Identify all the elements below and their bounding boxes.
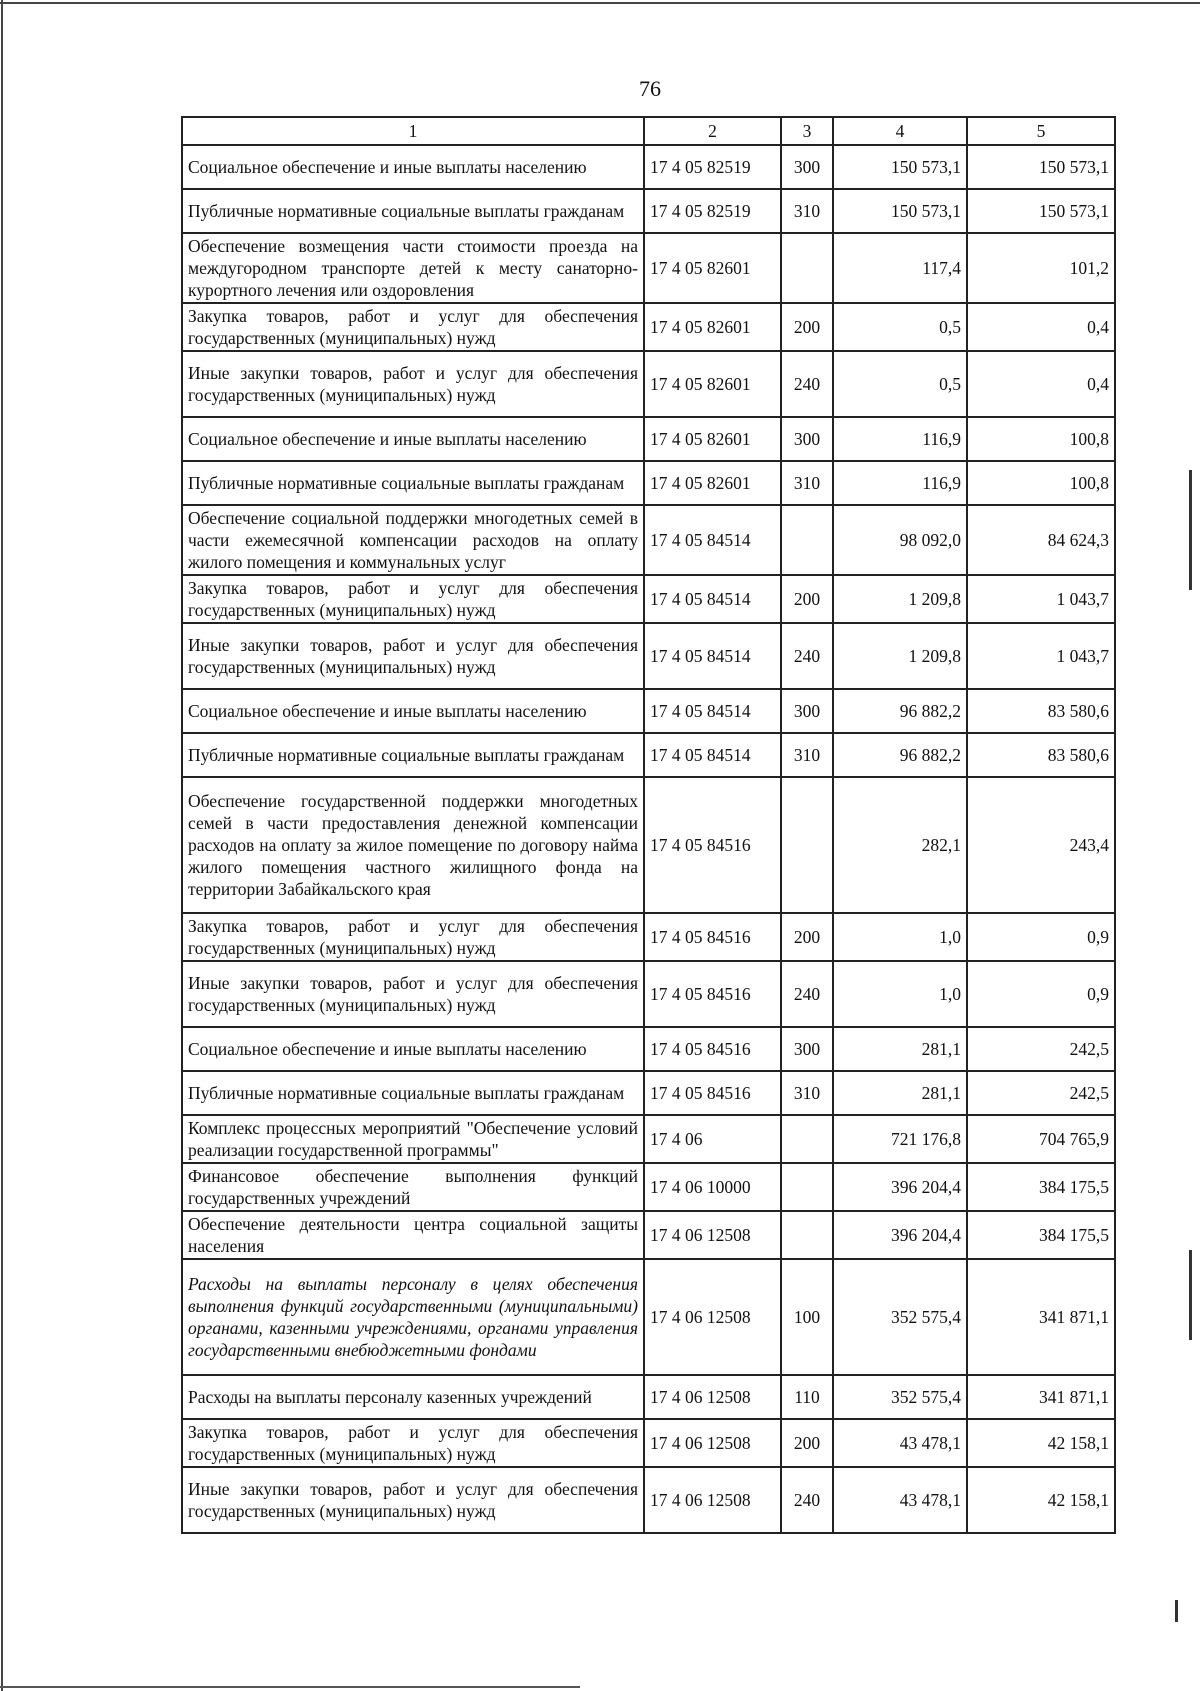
row-value-col5-cell: 1 043,7 <box>967 575 1115 623</box>
row-name-cell: Комплекс процессных мероприятий "Обеспечение условий реализации государственной программы" <box>182 1115 644 1163</box>
row-value-col5-cell: 42 158,1 <box>967 1467 1115 1533</box>
row-code-cell: 17 4 05 82601 <box>644 461 781 505</box>
row-code-cell: 17 4 05 84516 <box>644 777 781 913</box>
row-name-cell: Закупка товаров, работ и услуг для обеспечения государственных (муниципальных) нужд <box>182 913 644 961</box>
row-code-cell: 17 4 06 12508 <box>644 1211 781 1259</box>
table-row <box>182 505 1115 575</box>
row-value-col4-cell: 1 209,8 <box>833 575 967 623</box>
row-value-col4-cell: 396 204,4 <box>833 1211 967 1259</box>
row-type-cell: 310 <box>781 461 833 505</box>
row-name-cell: Иные закупки товаров, работ и услуг для обеспечения государственных (муниципальных) нужд <box>182 961 644 1027</box>
row-type-cell: 300 <box>781 417 833 461</box>
row-value-col5-cell: 0,4 <box>967 303 1115 351</box>
table-row <box>182 1027 1115 1071</box>
table-row <box>182 961 1115 1027</box>
table-row <box>182 1419 1115 1467</box>
row-code-cell: 17 4 05 84514 <box>644 623 781 689</box>
row-type-cell: 240 <box>781 623 833 689</box>
row-type-cell: 200 <box>781 575 833 623</box>
table-row <box>182 189 1115 233</box>
row-value-col5-cell: 42 158,1 <box>967 1419 1115 1467</box>
row-code-cell: 17 4 06 12508 <box>644 1375 781 1419</box>
row-type-cell: 310 <box>781 733 833 777</box>
row-type-cell: 240 <box>781 1467 833 1533</box>
row-type-cell: 110 <box>781 1375 833 1419</box>
row-name-cell: Публичные нормативные социальные выплаты гражданам <box>182 461 644 505</box>
row-name-cell: Обеспечение возмещения части стоимости проезда на междугородном транспорте детей к месту санаторно-курортного лечения или оздоровления <box>182 233 644 303</box>
row-value-col4-cell: 1,0 <box>833 961 967 1027</box>
row-code-cell: 17 4 05 84516 <box>644 913 781 961</box>
row-value-col5-cell: 150 573,1 <box>967 145 1115 189</box>
table-row <box>182 303 1115 351</box>
table-row <box>182 145 1115 189</box>
table-row <box>182 1211 1115 1259</box>
row-value-col4-cell: 721 176,8 <box>833 1115 967 1163</box>
table-row <box>182 733 1115 777</box>
row-name-cell: Закупка товаров, работ и услуг для обеспечения государственных (муниципальных) нужд <box>182 1419 644 1467</box>
row-code-cell: 17 4 05 82601 <box>644 303 781 351</box>
row-value-col4-cell: 43 478,1 <box>833 1419 967 1467</box>
table-row <box>182 1115 1115 1163</box>
row-value-col5-cell: 704 765,9 <box>967 1115 1115 1163</box>
row-value-col4-cell: 281,1 <box>833 1027 967 1071</box>
row-value-col4-cell: 98 092,0 <box>833 505 967 575</box>
table-row <box>182 777 1115 913</box>
row-value-col5-cell: 0,9 <box>967 961 1115 1027</box>
row-value-col4-cell: 281,1 <box>833 1071 967 1115</box>
row-name-cell: Социальное обеспечение и иные выплаты населению <box>182 689 644 733</box>
row-type-cell <box>781 1115 833 1163</box>
table-row <box>182 1259 1115 1375</box>
row-type-cell: 200 <box>781 1419 833 1467</box>
table-row <box>182 233 1115 303</box>
row-value-col5-cell: 242,5 <box>967 1027 1115 1071</box>
row-type-cell: 310 <box>781 1071 833 1115</box>
row-name-cell: Расходы на выплаты персоналу в целях обеспечения выполнения функций государственными (муниципальными) органами, казенными учреждениями, органами управления государственными внебюджетными фондами <box>182 1259 644 1375</box>
row-type-cell <box>781 1211 833 1259</box>
row-value-col5-cell: 100,8 <box>967 461 1115 505</box>
row-code-cell: 17 4 05 84514 <box>644 733 781 777</box>
row-code-cell: 17 4 05 84516 <box>644 1027 781 1071</box>
row-name-cell: Социальное обеспечение и иные выплаты населению <box>182 417 644 461</box>
row-value-col5-cell: 0,9 <box>967 913 1115 961</box>
row-name-cell: Обеспечение деятельности центра социальной защиты населения <box>182 1211 644 1259</box>
table-header-row <box>182 117 1115 145</box>
row-value-col4-cell: 0,5 <box>833 303 967 351</box>
row-value-col5-cell: 341 871,1 <box>967 1259 1115 1375</box>
row-code-cell: 17 4 05 84514 <box>644 575 781 623</box>
row-name-cell: Закупка товаров, работ и услуг для обеспечения государственных (муниципальных) нужд <box>182 303 644 351</box>
column-header-1: 1 <box>182 117 644 145</box>
row-value-col4-cell: 1 209,8 <box>833 623 967 689</box>
row-value-col5-cell: 341 871,1 <box>967 1375 1115 1419</box>
scan-left-edge <box>1 0 3 1691</box>
row-name-cell: Иные закупки товаров, работ и услуг для обеспечения государственных (муниципальных) нужд <box>182 351 644 417</box>
table-body <box>182 145 1115 1533</box>
row-value-col4-cell: 150 573,1 <box>833 145 967 189</box>
row-value-col4-cell: 150 573,1 <box>833 189 967 233</box>
row-name-cell: Финансовое обеспечение выполнения функций государственных учреждений <box>182 1163 644 1211</box>
row-code-cell: 17 4 05 82601 <box>644 351 781 417</box>
row-code-cell: 17 4 05 84516 <box>644 1071 781 1115</box>
row-name-cell: Иные закупки товаров, работ и услуг для обеспечения государственных (муниципальных) нужд <box>182 1467 644 1533</box>
table-row <box>182 575 1115 623</box>
row-type-cell <box>781 233 833 303</box>
scan-artifact <box>1189 1250 1192 1340</box>
row-type-cell: 300 <box>781 1027 833 1071</box>
row-name-cell: Обеспечение социальной поддержки многодетных семей в части ежемесячной компенсации расходов на оплату жилого помещения и коммунальных услуг <box>182 505 644 575</box>
table-row <box>182 913 1115 961</box>
scan-top-edge <box>0 2 1200 4</box>
row-code-cell: 17 4 05 82519 <box>644 145 781 189</box>
row-code-cell: 17 4 06 12508 <box>644 1259 781 1375</box>
row-value-col5-cell: 83 580,6 <box>967 733 1115 777</box>
row-type-cell <box>781 1163 833 1211</box>
scan-bottom-edge <box>0 1686 580 1688</box>
row-type-cell: 200 <box>781 913 833 961</box>
table-row <box>182 417 1115 461</box>
row-name-cell: Публичные нормативные социальные выплаты гражданам <box>182 189 644 233</box>
row-type-cell: 100 <box>781 1259 833 1375</box>
row-name-cell: Иные закупки товаров, работ и услуг для обеспечения государственных (муниципальных) нужд <box>182 623 644 689</box>
row-name-cell: Расходы на выплаты персоналу казенных учреждений <box>182 1375 644 1419</box>
row-type-cell <box>781 777 833 913</box>
row-type-cell: 240 <box>781 961 833 1027</box>
row-value-col5-cell: 83 580,6 <box>967 689 1115 733</box>
row-type-cell: 300 <box>781 145 833 189</box>
row-value-col4-cell: 43 478,1 <box>833 1467 967 1533</box>
row-value-col4-cell: 1,0 <box>833 913 967 961</box>
column-header-3: 3 <box>781 117 833 145</box>
row-value-col5-cell: 242,5 <box>967 1071 1115 1115</box>
row-value-col4-cell: 96 882,2 <box>833 689 967 733</box>
row-value-col4-cell: 282,1 <box>833 777 967 913</box>
row-type-cell: 240 <box>781 351 833 417</box>
row-name-cell: Публичные нормативные социальные выплаты гражданам <box>182 733 644 777</box>
row-name-cell: Социальное обеспечение и иные выплаты населению <box>182 145 644 189</box>
row-type-cell: 300 <box>781 689 833 733</box>
row-value-col4-cell: 352 575,4 <box>833 1259 967 1375</box>
row-value-col5-cell: 384 175,5 <box>967 1163 1115 1211</box>
row-value-col5-cell: 150 573,1 <box>967 189 1115 233</box>
column-header-4: 4 <box>833 117 967 145</box>
row-code-cell: 17 4 05 82519 <box>644 189 781 233</box>
row-value-col5-cell: 243,4 <box>967 777 1115 913</box>
scan-artifact <box>1189 470 1192 590</box>
row-name-cell: Социальное обеспечение и иные выплаты населению <box>182 1027 644 1071</box>
table-row <box>182 623 1115 689</box>
row-value-col5-cell: 1 043,7 <box>967 623 1115 689</box>
table-row <box>182 1071 1115 1115</box>
table-row <box>182 461 1115 505</box>
row-value-col5-cell: 101,2 <box>967 233 1115 303</box>
budget-table <box>181 116 1116 1534</box>
table-row <box>182 689 1115 733</box>
row-value-col4-cell: 96 882,2 <box>833 733 967 777</box>
row-code-cell: 17 4 05 82601 <box>644 417 781 461</box>
row-code-cell: 17 4 05 84514 <box>644 689 781 733</box>
row-name-cell: Обеспечение государственной поддержки многодетных семей в части предоставления денежной компенсации расходов на оплату за жилое помещение по договору найма жилого помещения частного жилищного фонда на территории Забайкальского края <box>182 777 644 913</box>
row-value-col5-cell: 384 175,5 <box>967 1211 1115 1259</box>
row-value-col4-cell: 352 575,4 <box>833 1375 967 1419</box>
table-row <box>182 1467 1115 1533</box>
row-code-cell: 17 4 06 12508 <box>644 1419 781 1467</box>
row-code-cell: 17 4 05 84516 <box>644 961 781 1027</box>
row-type-cell: 310 <box>781 189 833 233</box>
scan-artifact <box>1175 1600 1178 1622</box>
page-number: 76 <box>639 76 661 101</box>
row-type-cell <box>781 505 833 575</box>
row-code-cell: 17 4 06 <box>644 1115 781 1163</box>
table-row <box>182 351 1115 417</box>
row-code-cell: 17 4 06 10000 <box>644 1163 781 1211</box>
row-value-col4-cell: 117,4 <box>833 233 967 303</box>
row-value-col4-cell: 0,5 <box>833 351 967 417</box>
column-header-5: 5 <box>967 117 1115 145</box>
row-name-cell: Закупка товаров, работ и услуг для обеспечения государственных (муниципальных) нужд <box>182 575 644 623</box>
table-row <box>182 1375 1115 1419</box>
row-value-col5-cell: 100,8 <box>967 417 1115 461</box>
row-code-cell: 17 4 05 84514 <box>644 505 781 575</box>
row-value-col5-cell: 0,4 <box>967 351 1115 417</box>
column-header-2: 2 <box>644 117 781 145</box>
row-value-col4-cell: 396 204,4 <box>833 1163 967 1211</box>
row-code-cell: 17 4 06 12508 <box>644 1467 781 1533</box>
row-type-cell: 200 <box>781 303 833 351</box>
row-code-cell: 17 4 05 82601 <box>644 233 781 303</box>
row-value-col4-cell: 116,9 <box>833 461 967 505</box>
row-value-col5-cell: 84 624,3 <box>967 505 1115 575</box>
table-row <box>182 1163 1115 1211</box>
row-name-cell: Публичные нормативные социальные выплаты гражданам <box>182 1071 644 1115</box>
row-value-col4-cell: 116,9 <box>833 417 967 461</box>
